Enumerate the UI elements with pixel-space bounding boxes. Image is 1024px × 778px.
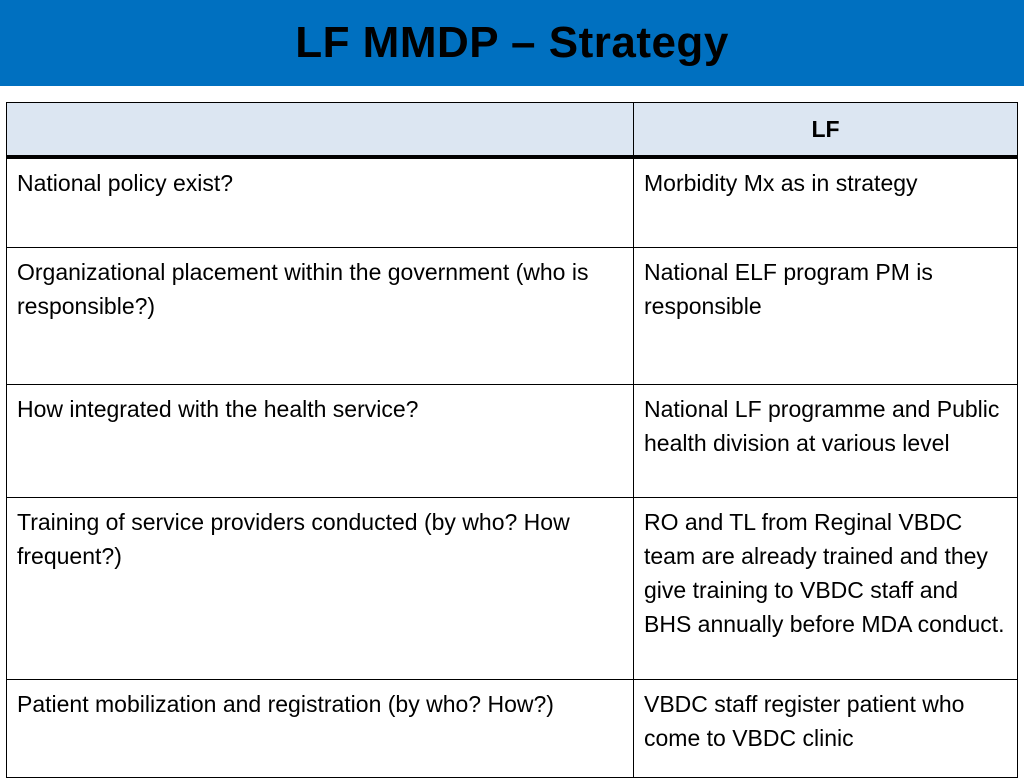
question-cell: Training of service providers conducted (by who? How frequent?): [7, 498, 634, 680]
table-row: [7, 498, 1018, 680]
answer-cell: VBDC staff register patient who come to VBDC clinic: [634, 680, 1018, 778]
table-row: [7, 385, 1018, 498]
question-cell: National policy exist?: [7, 157, 634, 248]
answer-cell: National LF programme and Public health division at various level: [634, 385, 1018, 498]
question-cell: Organizational placement within the government (who is responsible?): [7, 248, 634, 385]
header-cell-question: [7, 103, 634, 158]
table-row: [7, 157, 1018, 248]
answer-cell: Morbidity Mx as in strategy: [634, 157, 1018, 248]
table-row: [7, 680, 1018, 778]
question-cell: Patient mobilization and registration (by who? How?): [7, 680, 634, 778]
table-row: [7, 248, 1018, 385]
answer-cell: RO and TL from Reginal VBDC team are already trained and they give training to VBDC staff and BHS annually before MDA conduct.: [634, 498, 1018, 680]
title-bar: [0, 0, 1024, 86]
question-cell: How integrated with the health service?: [7, 385, 634, 498]
slide-title: LF MMDP – Strategy: [295, 18, 729, 67]
answer-cell: National ELF program PM is responsible: [634, 248, 1018, 385]
table-header-row: [7, 103, 1018, 158]
strategy-table: [6, 102, 1018, 778]
header-cell-lf: LF: [634, 103, 1018, 158]
